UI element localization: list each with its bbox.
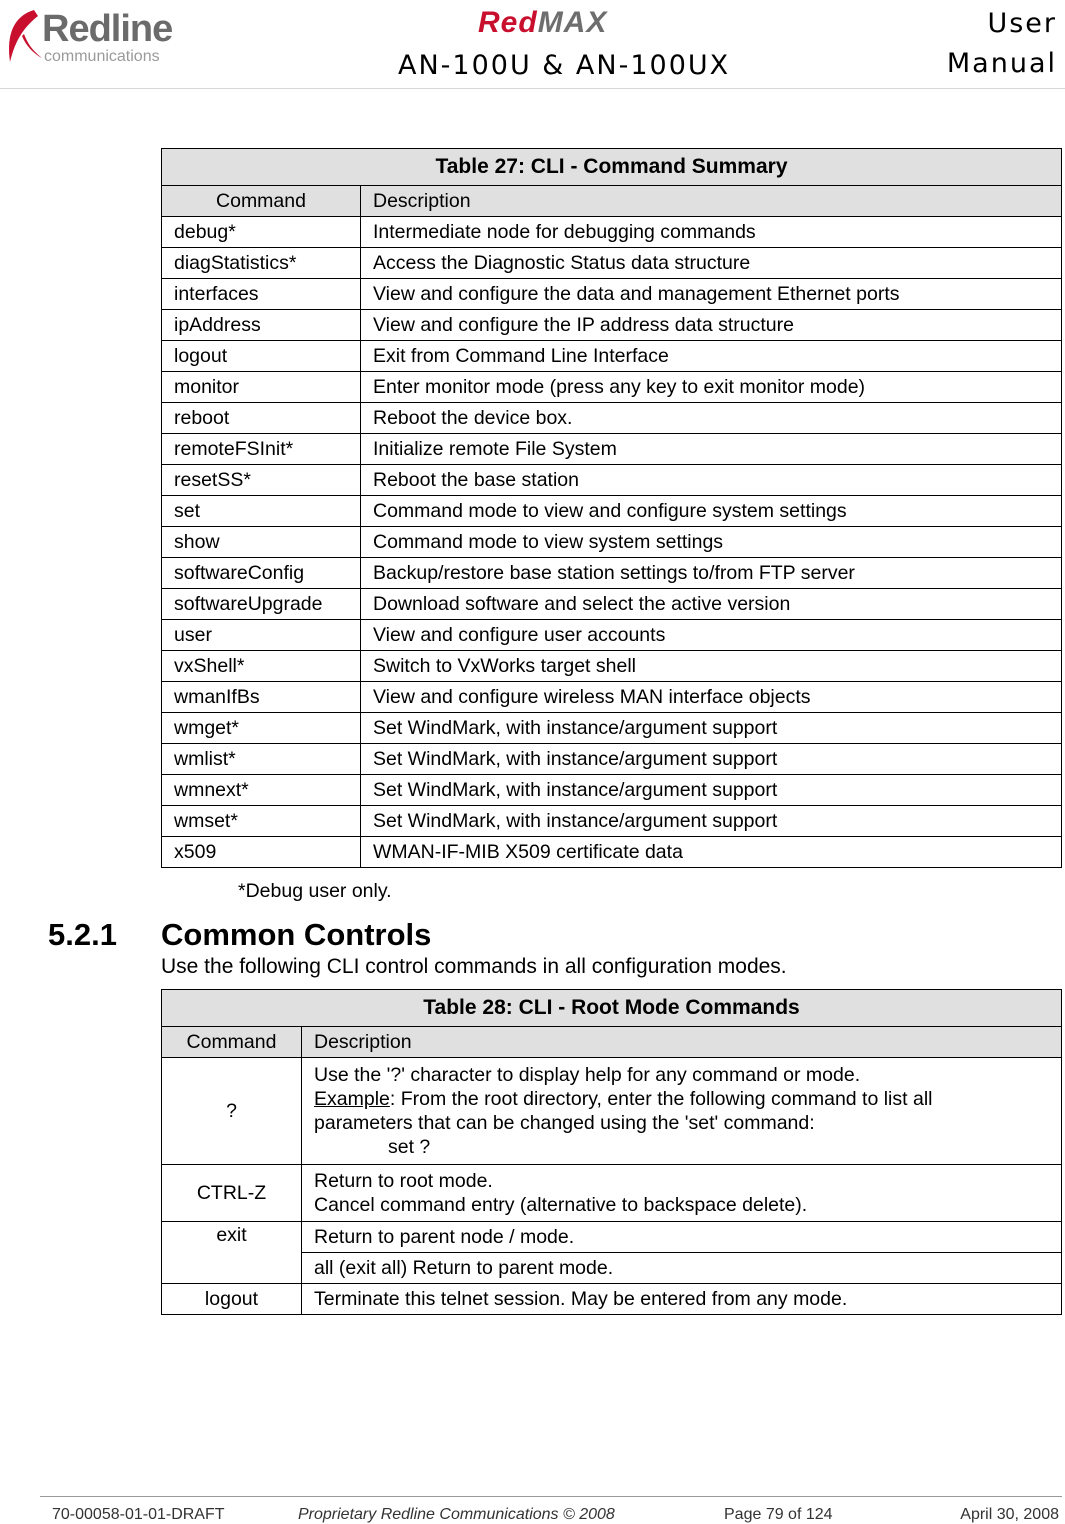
table-row [162, 341, 1062, 372]
table-row [162, 589, 1062, 620]
command-cell: exit [162, 1222, 302, 1284]
command-cell: reboot [162, 403, 361, 434]
table-row [162, 682, 1062, 713]
command-cell: debug* [162, 217, 361, 248]
footer-divider [40, 1496, 1062, 1497]
section-title: Common Controls [161, 917, 432, 952]
table-row [162, 496, 1062, 527]
table-row [162, 620, 1062, 651]
table-row [162, 279, 1062, 310]
table-row [162, 1058, 1062, 1165]
description-cell: Access the Diagnostic Status data structure [361, 248, 1062, 279]
description-cell: Backup/restore base station settings to/from FTP server [361, 558, 1062, 589]
column-header-description: Description [361, 186, 1062, 217]
command-cell: x509 [162, 837, 361, 868]
command-cell: diagStatistics* [162, 248, 361, 279]
table-row [162, 403, 1062, 434]
table-row [162, 527, 1062, 558]
document-type: User Manual [946, 8, 1057, 79]
description-cell: Return to root mode. Cancel command entry (alternative to backspace delete). [302, 1165, 1062, 1222]
table-row [162, 806, 1062, 837]
command-cell: monitor [162, 372, 361, 403]
redline-logo-subtext: communications [44, 48, 160, 65]
table-row [162, 434, 1062, 465]
footer-doc-id: 70-00058-01-01-DRAFT [52, 1506, 225, 1523]
description-cell: Command mode to view system settings [361, 527, 1062, 558]
command-summary-rows [162, 217, 1062, 868]
description-cell: WMAN-IF-MIB X509 certificate data [361, 837, 1062, 868]
column-header-command: Command [162, 186, 361, 217]
table-row [162, 558, 1062, 589]
root-mode-commands-table [161, 989, 1062, 1315]
description-cell: Use the '?' character to display help for any command or mode. Example: From the root directory, enter the following command to list all parameters that can be changed using the 'set' command: set ? [302, 1058, 1062, 1165]
command-summary-table [161, 148, 1062, 868]
table-caption: Table 27: CLI - Command Summary [162, 149, 1062, 186]
command-cell: wmget* [162, 713, 361, 744]
table-header-row [162, 186, 1062, 217]
column-header-description: Description [302, 1027, 1062, 1058]
table-row [162, 775, 1062, 806]
table-row [162, 713, 1062, 744]
command-cell: logout [162, 1284, 302, 1315]
table-row [162, 217, 1062, 248]
description-cell: Initialize remote File System [361, 434, 1062, 465]
table-row [162, 372, 1062, 403]
command-cell: remoteFSInit* [162, 434, 361, 465]
description-cell: Reboot the device box. [361, 403, 1062, 434]
column-header-command: Command [162, 1027, 302, 1058]
command-cell: vxShell* [162, 651, 361, 682]
table-row [162, 1222, 1062, 1253]
command-cell: show [162, 527, 361, 558]
table-row [162, 744, 1062, 775]
table-row [162, 310, 1062, 341]
redline-logo [4, 6, 210, 68]
command-cell: interfaces [162, 279, 361, 310]
command-cell: wmanIfBs [162, 682, 361, 713]
table-row [162, 651, 1062, 682]
description-cell: Set WindMark, with instance/argument support [361, 713, 1062, 744]
description-cell: Command mode to view and configure system settings [361, 496, 1062, 527]
table-row [162, 1165, 1062, 1222]
command-cell: ? [162, 1058, 302, 1165]
redline-logo-text: Redline [42, 8, 173, 50]
command-cell: user [162, 620, 361, 651]
description-cell: Enter monitor mode (press any key to exit monitor mode) [361, 372, 1062, 403]
command-cell: ipAddress [162, 310, 361, 341]
table-caption: Table 28: CLI - Root Mode Commands [162, 990, 1062, 1027]
command-cell: resetSS* [162, 465, 361, 496]
description-cell: Set WindMark, with instance/argument support [361, 806, 1062, 837]
description-cell: View and configure the data and management Ethernet ports [361, 279, 1062, 310]
command-cell: CTRL-Z [162, 1165, 302, 1222]
description-cell: Terminate this telnet session. May be entered from any mode. [302, 1284, 1062, 1315]
description-cell: Reboot the base station [361, 465, 1062, 496]
footer-date: April 30, 2008 [960, 1506, 1059, 1523]
command-cell: wmset* [162, 806, 361, 837]
description-cell: Set WindMark, with instance/argument support [361, 775, 1062, 806]
footer-page-number: Page 79 of 124 [724, 1506, 833, 1523]
command-cell: softwareUpgrade [162, 589, 361, 620]
section-intro: Use the following CLI control commands in all configuration modes. [161, 955, 787, 978]
section-number: 5.2.1 [48, 917, 117, 952]
description-cell: View and configure wireless MAN interface objects [361, 682, 1062, 713]
table-row [162, 248, 1062, 279]
table-footnote: *Debug user only. [238, 880, 392, 902]
description-cell: Return to parent node / mode. [302, 1222, 1062, 1253]
command-cell: logout [162, 341, 361, 372]
redmax-logo: RedMAX [478, 6, 608, 39]
table-row [162, 1284, 1062, 1315]
description-cell: View and configure user accounts [361, 620, 1062, 651]
command-cell: set [162, 496, 361, 527]
description-cell: Download software and select the active version [361, 589, 1062, 620]
description-cell: Exit from Command Line Interface [361, 341, 1062, 372]
command-cell: wmlist* [162, 744, 361, 775]
product-name: AN-100U & AN-100UX [398, 50, 731, 81]
description-cell: View and configure the IP address data structure [361, 310, 1062, 341]
table-row [162, 465, 1062, 496]
command-cell: softwareConfig [162, 558, 361, 589]
redline-swoosh-icon [4, 6, 44, 68]
description-cell: Switch to VxWorks target shell [361, 651, 1062, 682]
table-row [162, 837, 1062, 868]
description-cell: Set WindMark, with instance/argument support [361, 744, 1062, 775]
description-cell: Intermediate node for debugging commands [361, 217, 1062, 248]
command-cell: wmnext* [162, 775, 361, 806]
footer-proprietary: Proprietary Redline Communications © 2008 [298, 1506, 615, 1523]
header-divider [0, 88, 1065, 89]
description-cell: all (exit all) Return to parent mode. [302, 1253, 1062, 1284]
table-header-row [162, 1027, 1062, 1058]
code-example: set ? [388, 1136, 431, 1158]
